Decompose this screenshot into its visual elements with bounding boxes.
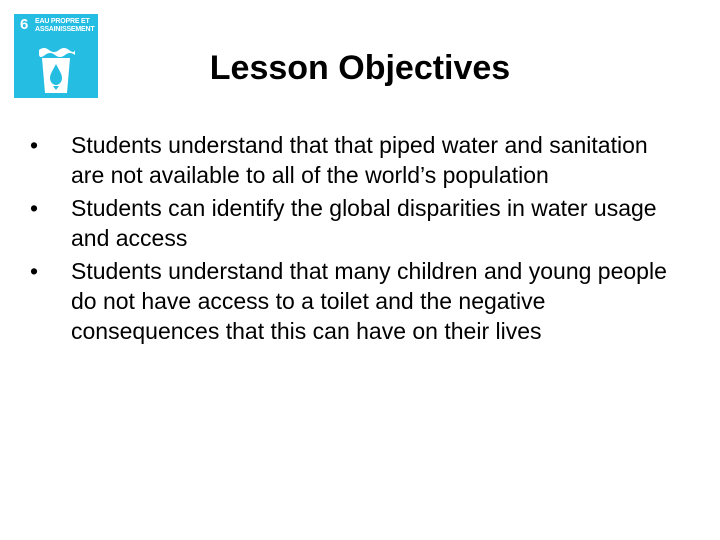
objective-text: Students can identify the global disparities in water usage and access xyxy=(71,195,657,251)
sdg-goal-number: 6 xyxy=(20,16,29,33)
objective-item xyxy=(30,256,670,346)
objective-text: Students understand that many children and young people do not have access to a toilet and the negative consequences that this can have on their lives xyxy=(71,258,667,344)
sdg-goal-6-logo xyxy=(14,14,98,98)
bullet-point: • xyxy=(30,258,39,284)
objectives-list xyxy=(30,130,670,349)
slide-title: Lesson Objectives xyxy=(209,49,511,87)
water-glass-drop-icon xyxy=(37,42,75,94)
objective-item xyxy=(30,130,670,190)
objective-text: Students understand that that piped water and sanitation are not available to all of the world’s population xyxy=(71,132,648,188)
bullet-point: • xyxy=(30,132,39,158)
sdg-goal-caption: EAU PROPRE ET ASSAINISSEMENT xyxy=(35,18,95,33)
bullet-point: • xyxy=(30,195,39,221)
objective-item xyxy=(30,193,670,253)
